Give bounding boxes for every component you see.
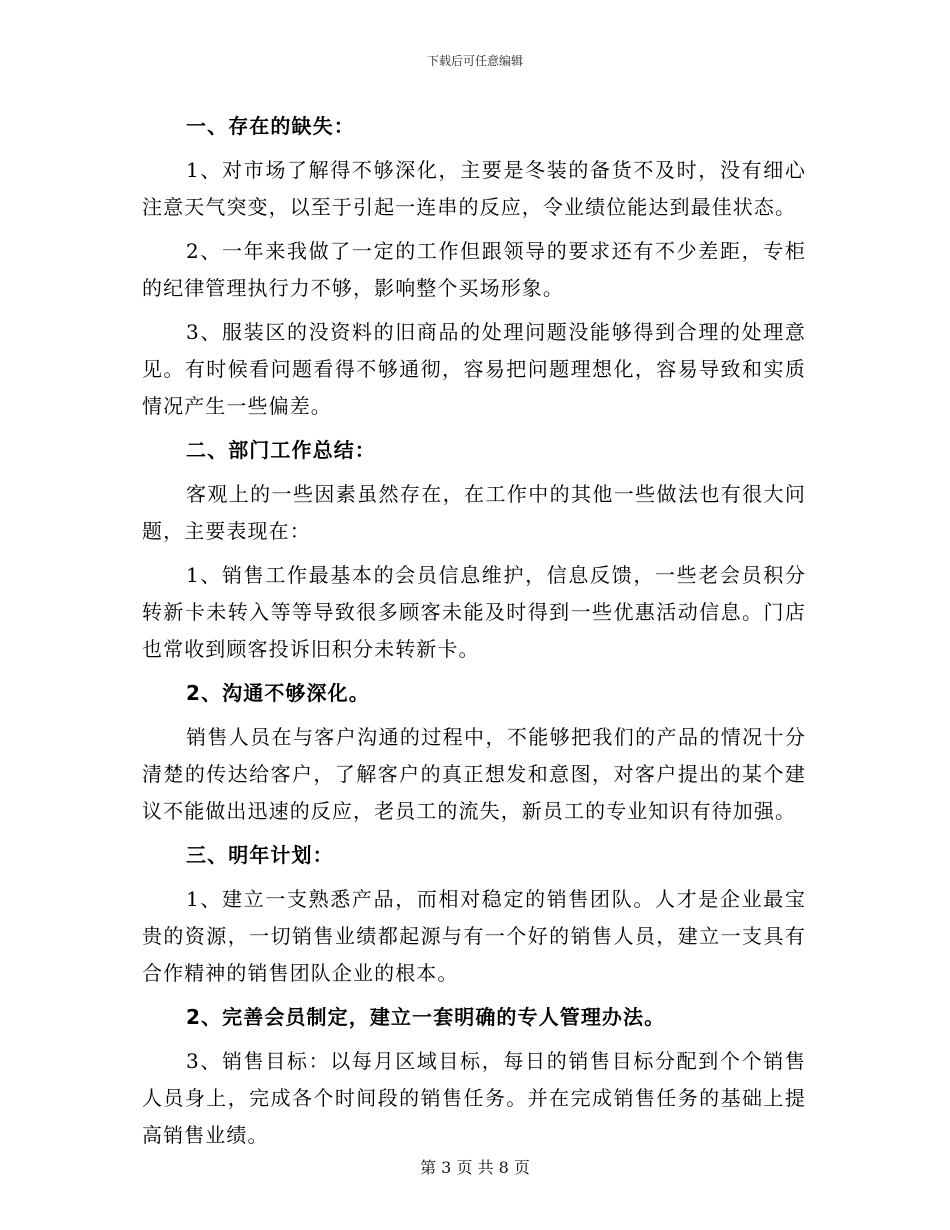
page-header: 下载后可任意编辑 bbox=[426, 54, 523, 68]
subheading-communication: 2、沟通不够深化。 bbox=[186, 681, 370, 705]
paragraph: 1、销售工作最基本的会员信息维护，信息反馈，一些老会员积分转新卡未转入等等导致很多顾客未能及时得到一些优惠活动信息。门店也常收到顾客投诉旧积分未转新卡。 bbox=[142, 563, 806, 661]
subheading-membership: 2、完善会员制定，建立一套明确的专人管理办法。 bbox=[186, 1005, 666, 1029]
section-heading-department-summary: 二、部门工作总结： bbox=[186, 438, 376, 462]
paragraph: 1、建立一支熟悉产品，而相对稳定的销售团队。人才是企业最宝贵的资源，一切销售业绩都起源与有一个好的销售人员，建立一支具有合作精神的销售团队企业的根本。 bbox=[142, 887, 806, 985]
paragraph: 2、一年来我做了一定的工作但跟领导的要求还有不少差距，专柜的纪律管理执行力不够，影响整个买场形象。 bbox=[142, 239, 806, 300]
page-footer: 第 3 页 共 8 页 bbox=[420, 1158, 530, 1177]
document-body bbox=[142, 108, 806, 1154]
paragraph: 1、对市场了解得不够深化，主要是冬装的备货不及时，没有细心注意天气突变，以至于引起一连串的反应，令业绩位能达到最佳状态。 bbox=[142, 158, 806, 219]
paragraph: 客观上的一些因素虽然存在，在工作中的其他一些做法也有很大问题，主要表现在： bbox=[142, 482, 806, 543]
paragraph: 3、销售目标：以每月区域目标，每日的销售目标分配到个个销售人员身上，完成各个时间段的销售任务。并在完成销售任务的基础上提高销售业绩。 bbox=[142, 1049, 806, 1147]
paragraph: 销售人员在与客户沟通的过程中，不能够把我们的产品的情况十分清楚的传达给客户，了解客户的真正想发和意图，对客户提出的某个建议不能做出迅速的反应，老员工的流失，新员工的专业知识有待加强。 bbox=[142, 725, 806, 823]
section-heading-next-year-plan: 三、明年计划： bbox=[186, 843, 334, 867]
paragraph: 3、服装区的没资料的旧商品的处理问题没能够得到合理的处理意见。有时候看问题看得不够通彻，容易把问题理想化，容易导致和实质情况产生一些偏差。 bbox=[142, 320, 806, 418]
section-heading-deficiencies: 一、存在的缺失： bbox=[186, 114, 355, 138]
